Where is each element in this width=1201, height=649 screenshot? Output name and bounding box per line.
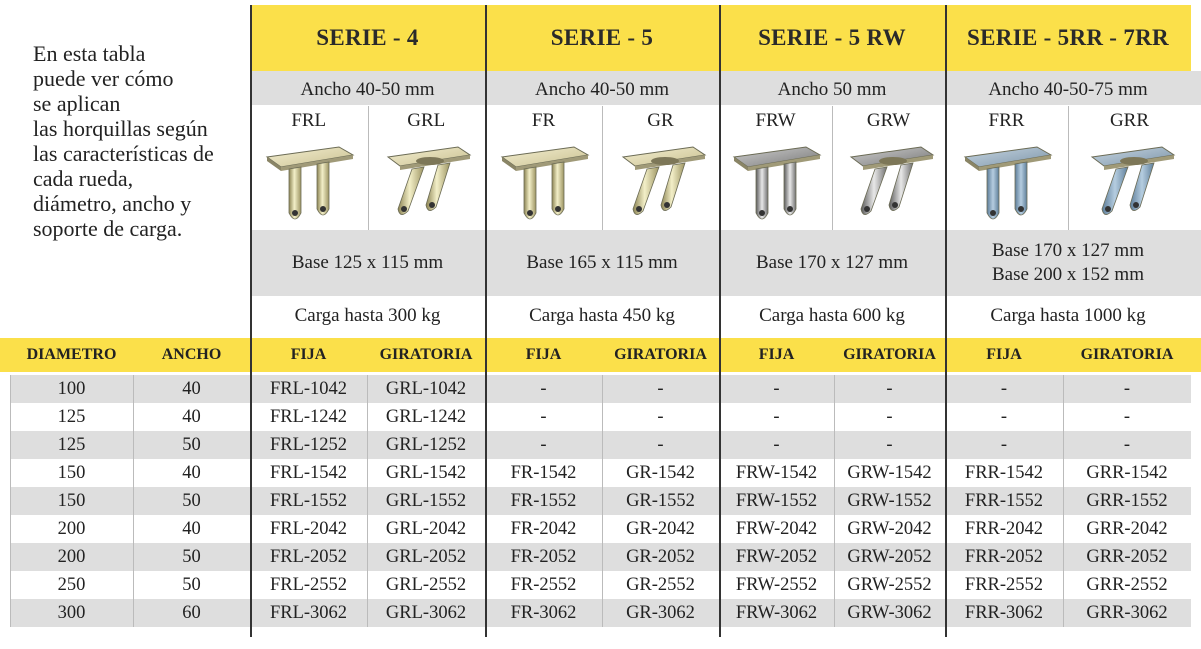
table-cell: FRW-1552 bbox=[735, 490, 818, 511]
table-cell: - bbox=[886, 434, 893, 455]
table-cell: 50 bbox=[182, 546, 201, 567]
table-cell: GRR-2052 bbox=[1086, 546, 1168, 567]
intro-line: cada rueda, bbox=[33, 166, 134, 191]
model-divider bbox=[832, 106, 833, 230]
table-cell: - bbox=[773, 378, 780, 399]
column-divider bbox=[367, 375, 368, 627]
table-cell: 300 bbox=[57, 602, 86, 623]
table-cell: FRL-1552 bbox=[269, 490, 348, 511]
column-header: DIAMETRO bbox=[26, 346, 117, 363]
table-cell: - bbox=[1123, 378, 1131, 399]
column-divider bbox=[1063, 375, 1064, 627]
table-cell: GRL-3062 bbox=[385, 602, 467, 623]
table-cell: FR-3062 bbox=[510, 602, 577, 623]
table-cell: FRR-1552 bbox=[964, 490, 1044, 511]
table-cell: FRR-2042 bbox=[964, 518, 1044, 539]
model-label: GRL bbox=[407, 110, 446, 131]
table-cell: FRL-2552 bbox=[269, 574, 348, 595]
model-divider bbox=[368, 106, 369, 230]
series-base bbox=[719, 230, 945, 296]
table-cell: GRR-1542 bbox=[1086, 462, 1168, 483]
table-cell: - bbox=[657, 406, 664, 427]
series-title: SERIE - 5 bbox=[485, 5, 719, 71]
series-title: SERIE - 4 bbox=[250, 5, 485, 71]
series-load: Carga hasta 1000 kg bbox=[990, 305, 1146, 326]
table-cell: GRL-2552 bbox=[385, 574, 467, 595]
table-cell: GRW-3062 bbox=[847, 602, 932, 623]
table-cell: - bbox=[540, 434, 547, 455]
column-divider bbox=[133, 375, 134, 627]
grey-strip bbox=[1191, 230, 1201, 296]
table-cell: GRL-2052 bbox=[385, 546, 467, 567]
divider-line bbox=[945, 5, 947, 637]
table-cell: FRW-1542 bbox=[735, 462, 818, 483]
table-cell: GRW-2042 bbox=[847, 518, 932, 539]
series-load: Carga hasta 300 kg bbox=[294, 305, 441, 326]
fixed-bracket-image bbox=[485, 138, 602, 230]
table-cell: 40 bbox=[182, 406, 201, 427]
table-cell: - bbox=[1000, 406, 1008, 427]
swivel-bracket-image bbox=[368, 138, 486, 230]
intro-line: las horquillas según bbox=[33, 116, 208, 141]
table-cell: GR-1542 bbox=[626, 462, 695, 483]
model-divider bbox=[1068, 106, 1069, 230]
table-cell: GRL-1252 bbox=[385, 434, 467, 455]
model-label: GRW bbox=[866, 110, 911, 131]
intro-line: las características de bbox=[33, 141, 214, 166]
series-base bbox=[485, 230, 719, 296]
table-cell: - bbox=[773, 406, 780, 427]
table-cell: 40 bbox=[182, 518, 201, 539]
base-line: Base 170 x 127 mm bbox=[756, 252, 908, 273]
table-cell: GRL-1042 bbox=[385, 378, 467, 399]
fixed-bracket-image bbox=[719, 138, 832, 230]
table-cell: GRW-1552 bbox=[847, 490, 932, 511]
swivel-bracket-image bbox=[1068, 138, 1191, 230]
model-label: FRW bbox=[755, 110, 796, 131]
divider-line bbox=[719, 5, 721, 637]
base-line: Base 125 x 115 mm bbox=[291, 252, 444, 273]
column-header: GIRATORIA bbox=[843, 346, 936, 363]
table-cell: GRR-3062 bbox=[1086, 602, 1168, 623]
column-header: FIJA bbox=[290, 346, 327, 363]
table-cell: GRW-2552 bbox=[847, 574, 932, 595]
table-cell: FRR-1542 bbox=[964, 462, 1044, 483]
table-cell: FRR-3062 bbox=[964, 602, 1044, 623]
divider-line bbox=[250, 5, 252, 637]
table-cell: FR-2552 bbox=[510, 574, 577, 595]
column-header: GIRATORIA bbox=[379, 346, 473, 363]
table-cell: 100 bbox=[57, 378, 86, 399]
grey-strip bbox=[1191, 71, 1201, 105]
swivel-bracket-image bbox=[602, 138, 719, 230]
table-cell: FR-2042 bbox=[510, 518, 577, 539]
model-label: GR bbox=[647, 110, 674, 131]
series-width: Ancho 50 mm bbox=[719, 71, 945, 105]
intro-line: puede ver cómo bbox=[33, 66, 174, 91]
table-cell: - bbox=[540, 378, 547, 399]
fixed-bracket-image bbox=[250, 138, 368, 230]
base-line: Base 170 x 127 mm bbox=[992, 240, 1144, 261]
intro-line: diámetro, ancho y bbox=[33, 191, 192, 216]
table-cell: FR-1552 bbox=[510, 490, 577, 511]
base-line: Base 165 x 115 mm bbox=[526, 252, 678, 273]
column-header: FIJA bbox=[986, 346, 1022, 363]
table-cell: 250 bbox=[57, 574, 86, 595]
model-label: FRR bbox=[988, 110, 1025, 131]
table-cell: - bbox=[1000, 434, 1008, 455]
series-width: Ancho 40-50-75 mm bbox=[945, 71, 1191, 105]
column-header: FIJA bbox=[758, 346, 795, 363]
table-cell: 150 bbox=[57, 462, 86, 483]
series-base bbox=[250, 230, 485, 296]
model-label: FR bbox=[531, 110, 556, 131]
table-cell: FR-2052 bbox=[510, 546, 577, 567]
model-label: FRL bbox=[291, 110, 327, 131]
table-cell: - bbox=[657, 378, 664, 399]
table-cell: FRL-1252 bbox=[269, 434, 348, 455]
table-cell: FRL-1542 bbox=[269, 462, 348, 483]
table-cell: FRW-2552 bbox=[735, 574, 818, 595]
table-cell: 200 bbox=[57, 546, 86, 567]
table-cell: 50 bbox=[182, 434, 201, 455]
table-cell: 50 bbox=[182, 490, 201, 511]
table-cell: GRR-1552 bbox=[1086, 490, 1168, 511]
table-cell: GRL-1242 bbox=[385, 406, 467, 427]
swivel-bracket-image bbox=[832, 138, 945, 230]
table-cell: - bbox=[1000, 378, 1008, 399]
model-label: GRR bbox=[1109, 110, 1150, 131]
fixed-bracket-image bbox=[945, 138, 1068, 230]
table-cell: 60 bbox=[182, 602, 201, 623]
table-cell: GRW-2052 bbox=[847, 546, 932, 567]
table-cell: FRL-1242 bbox=[269, 406, 348, 427]
column-header: GIRATORIA bbox=[614, 346, 707, 363]
table-cell: 50 bbox=[182, 574, 201, 595]
series-load: Carga hasta 450 kg bbox=[529, 305, 675, 326]
table-cell: - bbox=[1123, 434, 1131, 455]
table-cell: GR-2052 bbox=[626, 546, 695, 567]
table-cell: GR-2552 bbox=[626, 574, 695, 595]
series-base bbox=[945, 230, 1191, 296]
series-width: Ancho 40-50 mm bbox=[250, 71, 485, 105]
table-cell: GR-1552 bbox=[626, 490, 695, 511]
table-cell: GR-3062 bbox=[626, 602, 695, 623]
column-divider bbox=[10, 375, 11, 627]
table-cell: FRR-2552 bbox=[964, 574, 1044, 595]
table-cell: FRR-2052 bbox=[964, 546, 1044, 567]
table-cell: - bbox=[886, 378, 893, 399]
table-cell: FRL-3062 bbox=[269, 602, 348, 623]
intro-line: En esta tabla bbox=[33, 41, 146, 66]
table-cell: - bbox=[1123, 406, 1131, 427]
series-load: Carga hasta 600 kg bbox=[759, 305, 905, 326]
table-cell: 125 bbox=[57, 406, 86, 427]
table-cell: - bbox=[540, 406, 547, 427]
series-title: SERIE - 5RR - 7RR bbox=[945, 5, 1191, 71]
column-divider bbox=[602, 375, 603, 627]
intro-line: se aplican bbox=[33, 91, 121, 116]
model-divider bbox=[602, 106, 603, 230]
intro-line: soporte de carga. bbox=[33, 216, 183, 241]
table-cell: FR-1542 bbox=[510, 462, 577, 483]
intro-text bbox=[33, 41, 248, 241]
table-cell: 200 bbox=[57, 518, 86, 539]
base-line: Base 200 x 152 mm bbox=[992, 264, 1144, 285]
table-cell: GRW-1542 bbox=[847, 462, 932, 483]
column-header: GIRATORIA bbox=[1080, 346, 1174, 363]
table-cell: GRL-1552 bbox=[385, 490, 467, 511]
table-cell: FRL-2042 bbox=[269, 518, 348, 539]
table-cell: FRW-3062 bbox=[735, 602, 818, 623]
table-cell: GR-2042 bbox=[626, 518, 695, 539]
table-cell: FRL-1042 bbox=[269, 378, 348, 399]
column-divider bbox=[834, 375, 835, 627]
table-cell: 150 bbox=[57, 490, 86, 511]
table-cell: GRR-2042 bbox=[1086, 518, 1168, 539]
table-cell: - bbox=[773, 434, 780, 455]
table-cell: FRL-2052 bbox=[269, 546, 348, 567]
column-header: FIJA bbox=[525, 346, 562, 363]
table-cell: 40 bbox=[182, 378, 201, 399]
table-cell: GRL-2042 bbox=[385, 518, 467, 539]
series-width: Ancho 40-50 mm bbox=[485, 71, 719, 105]
table-cell: GRR-2552 bbox=[1086, 574, 1168, 595]
table-cell: 125 bbox=[57, 434, 86, 455]
table-cell: - bbox=[886, 406, 893, 427]
table-cell: FRW-2052 bbox=[735, 546, 818, 567]
divider-line bbox=[485, 5, 487, 637]
series-title: SERIE - 5 RW bbox=[719, 5, 945, 71]
table-cell: 40 bbox=[182, 462, 201, 483]
column-header: ANCHO bbox=[161, 346, 222, 363]
table-cell: GRL-1542 bbox=[385, 462, 467, 483]
table-cell: - bbox=[657, 434, 664, 455]
table-cell: FRW-2042 bbox=[735, 518, 818, 539]
